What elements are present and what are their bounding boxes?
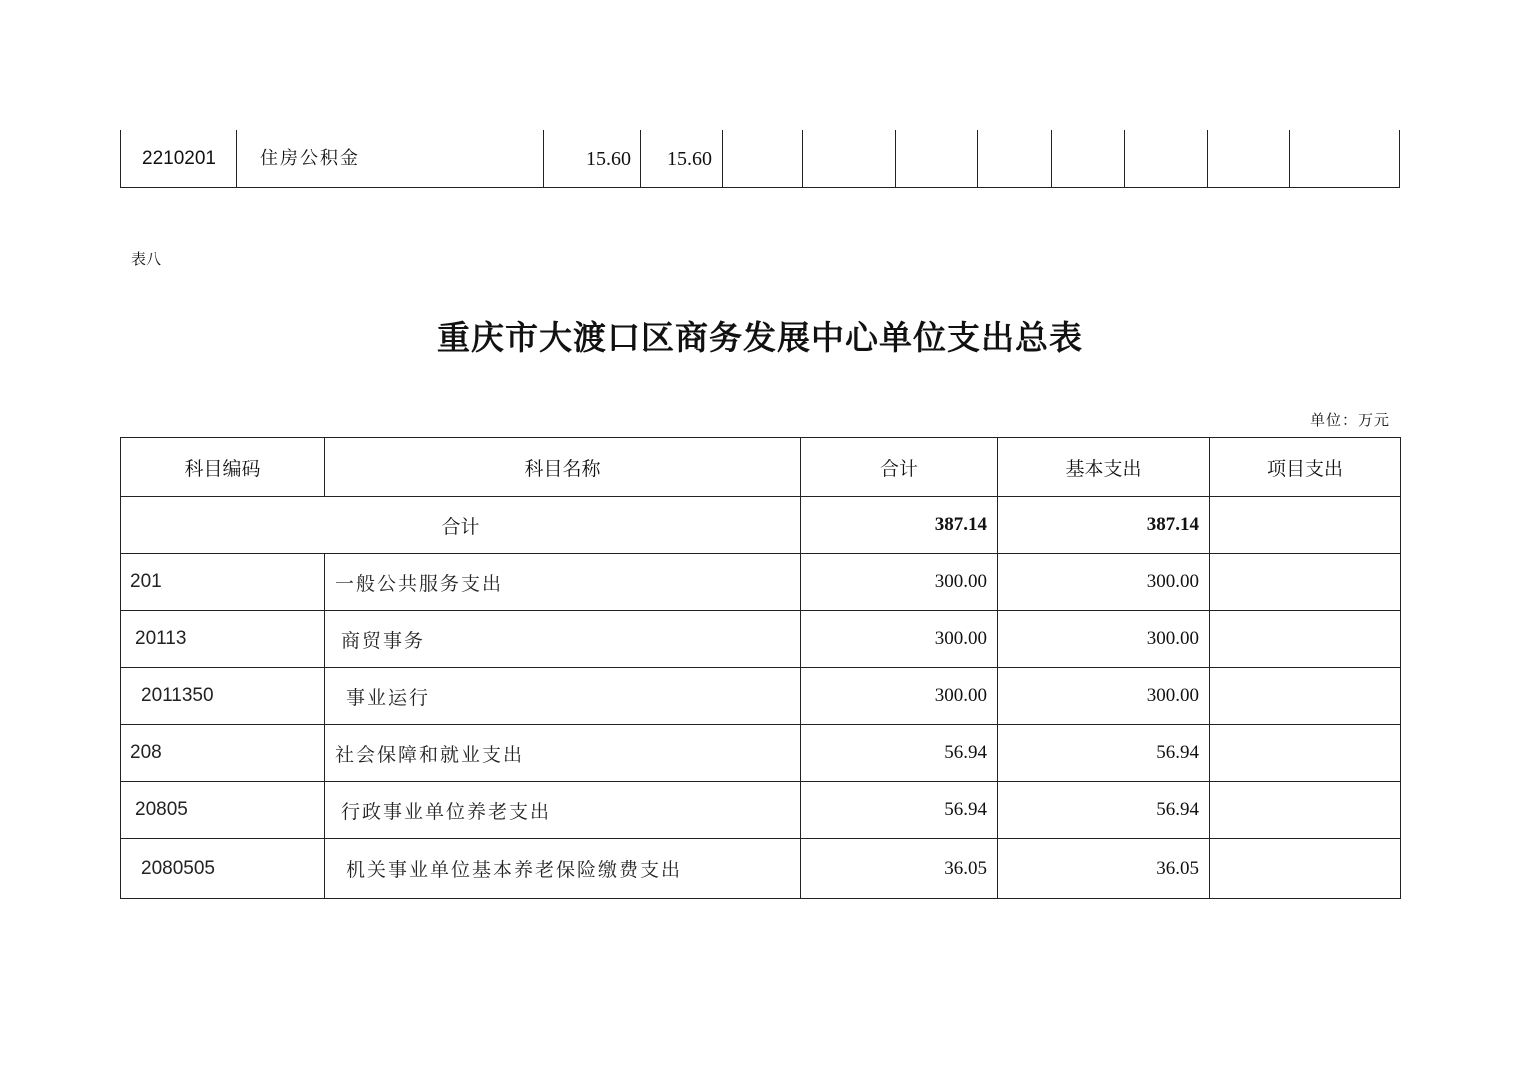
row-name: 一般公共服务支出 [325,554,801,611]
table-row [121,668,1401,725]
row-code: 208 [121,725,325,782]
prev-basic: 15.60 [667,148,712,170]
row-basic: 36.05 [998,839,1210,899]
row-project [1210,839,1401,899]
column-divider [1399,130,1400,187]
page-title: 重庆市大渡口区商务发展中心单位支出总表 [437,318,1083,357]
row-project [1210,725,1401,782]
row-code: 20805 [121,782,325,839]
unit-label: 单位：万元 [1309,411,1390,429]
row-total: 300.00 [801,611,998,668]
total-project [1210,497,1401,554]
row-name: 商贸事务 [325,611,801,668]
column-divider [1289,130,1290,187]
table-header-row [121,438,1401,497]
table-row [121,725,1401,782]
total-basic: 387.14 [998,497,1210,554]
header-code: 科目编码 [121,438,325,497]
table-label: 表八 [131,250,162,268]
row-total: 300.00 [801,554,998,611]
column-divider [895,130,896,187]
row-code: 201 [121,554,325,611]
column-divider [1207,130,1208,187]
row-total: 56.94 [801,782,998,839]
row-code: 2080505 [121,839,325,899]
row-total: 300.00 [801,668,998,725]
row-project [1210,782,1401,839]
prev-total: 15.60 [586,148,631,170]
total-label: 合计 [121,497,801,554]
column-divider [722,130,723,187]
row-code: 2011350 [121,668,325,725]
table-row [121,839,1401,899]
header-basic: 基本支出 [998,438,1210,497]
column-divider [1124,130,1125,187]
column-divider [120,130,121,187]
row-basic: 56.94 [998,782,1210,839]
column-divider [236,130,237,187]
table-row [121,782,1401,839]
column-divider [1051,130,1052,187]
header-name: 科目名称 [325,438,801,497]
row-name: 事业运行 [325,668,801,725]
row-project [1210,611,1401,668]
expenditure-table [120,437,1401,899]
column-divider [977,130,978,187]
row-project [1210,554,1401,611]
total-total: 387.14 [801,497,998,554]
row-project [1210,668,1401,725]
row-name: 社会保障和就业支出 [325,725,801,782]
row-total: 56.94 [801,725,998,782]
prev-name: 住房公积金 [260,148,360,169]
table-row [121,554,1401,611]
row-basic: 300.00 [998,554,1210,611]
previous-table-row [120,130,1400,188]
row-name: 行政事业单位养老支出 [325,782,801,839]
row-name: 机关事业单位基本养老保险缴费支出 [325,839,801,899]
header-project: 项目支出 [1210,438,1401,497]
header-total: 合计 [801,438,998,497]
row-basic: 300.00 [998,668,1210,725]
prev-code: 2210201 [142,148,216,169]
row-total: 36.05 [801,839,998,899]
table-row [121,611,1401,668]
total-row [121,497,1401,554]
column-divider [802,130,803,187]
row-code: 20113 [121,611,325,668]
row-basic: 300.00 [998,611,1210,668]
row-basic: 56.94 [998,725,1210,782]
